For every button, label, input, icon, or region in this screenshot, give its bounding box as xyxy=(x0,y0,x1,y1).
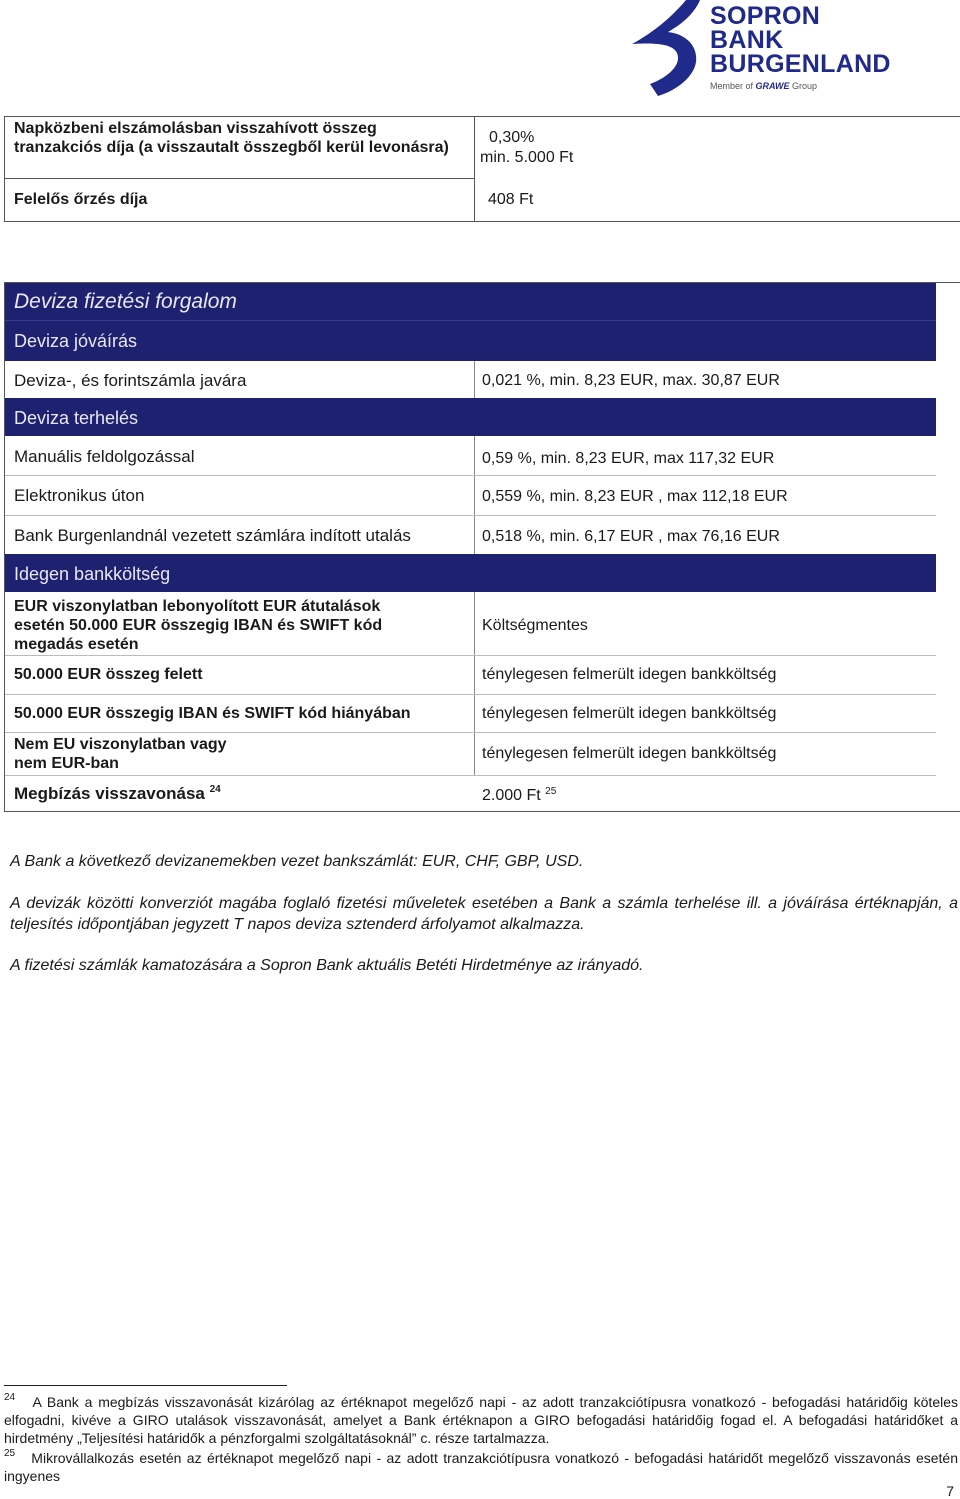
logo-line-bank: BANK xyxy=(710,26,784,54)
recall-fee-percent: 0,30% xyxy=(489,129,535,146)
bank-logo-wordmark xyxy=(710,4,891,76)
credit-label: Deviza-, és forintszámla javára xyxy=(14,371,247,390)
section-header-debit xyxy=(5,398,936,436)
footnote-ref-25: 25 xyxy=(545,786,557,797)
recall-fee-label: Napközbeni elszámolásban visszahívott összeg tranzakciós díja (a visszautalt összegből kerül levonásra) xyxy=(14,120,449,156)
recall-fee-min: min. 5.000 Ft xyxy=(480,149,574,166)
table-divider xyxy=(474,361,475,398)
logo-line-burgenland: BURGENLAND xyxy=(710,50,891,78)
logo-member-prefix: Member of xyxy=(710,81,756,91)
credit-value: 0,021 %, min. 8,23 EUR, max. 30,87 EUR xyxy=(482,372,780,389)
table-divider xyxy=(5,655,936,656)
logo-member-group: GRAWE xyxy=(755,81,790,91)
table-divider xyxy=(5,694,936,695)
debit-header: Deviza terhelés xyxy=(14,408,139,428)
interest-paragraph: A fizetési számlák kamatozására a Sopron Bank aktuális Betéti Hirdetménye az irányadó. xyxy=(10,957,644,974)
credit-header: Deviza jóváírás xyxy=(14,331,138,351)
footnote-text: Mikrovállalkozás esetén az értéknapot megelőző napi - az adott tranzakciótípusra vonatkozó - befogadási határidőt megelőző visszavonás esetén ingyenes xyxy=(4,1450,959,1484)
revoke-value-text: 2.000 Ft xyxy=(482,787,541,804)
custody-fee-label: Felelős őrzés díja xyxy=(14,191,148,208)
footnote-ref-24: 24 xyxy=(209,784,221,795)
over-limit-label: 50.000 EUR összeg felett xyxy=(14,666,203,683)
eur-transfer-value: Költségmentes xyxy=(482,617,588,634)
table-divider xyxy=(5,515,936,516)
non-eu-value: ténylegesen felmerült idegen bankköltség xyxy=(482,745,777,762)
over-limit-value: ténylegesen felmerült idegen bankköltség xyxy=(482,666,777,683)
footnote-text: A Bank a megbízás visszavonását kizárólag az értéknapot megelőző napi - az adott tranzakciótípusra vonatkozó - befogadási határidőig köteles elfogadni, kivéve a GIRO utalások visszavonását, amelyet a Bank értéknapon a GIRO befogadási határidőig fogad el. A befogadási határidőket a hirdetmény „Teljesítési határidők a pénzforgalmi szolgáltatásoknál” c. része tartalmazza. xyxy=(4,1394,958,1446)
missing-iban-label: 50.000 EUR összegig IBAN és SWIFT kód hiányában xyxy=(14,705,411,722)
footnote-24 xyxy=(4,1393,958,1447)
foreign-cost-header: Idegen bankköltség xyxy=(14,564,171,584)
internal-transfer-label: Bank Burgenlandnál vezetett számlára indított utalás xyxy=(14,526,411,545)
manual-value: 0,59 %, min. 8,23 EUR, max 117,32 EUR xyxy=(482,450,775,467)
table-divider xyxy=(474,436,475,554)
electronic-value: 0,559 %, min. 8,23 EUR , max 112,18 EUR xyxy=(482,488,788,505)
table-divider xyxy=(5,475,936,476)
revoke-value xyxy=(482,786,556,805)
revoke-label-text: Megbízás visszavonása xyxy=(14,784,205,803)
conversion-paragraph: A devizák közötti konverziót magába foglaló fizetési műveletek esetében a Bank a számla terhelése ill. a jóváírása értéknapján, a teljesítés időpontjában jegyzett T napos deviza sztenderd árfolyamot alkalmazza. xyxy=(10,895,958,933)
logo-member-suffix: Group xyxy=(789,81,818,91)
band-divider xyxy=(5,320,936,321)
footnote-number: 24 xyxy=(4,1392,16,1403)
missing-iban-value: ténylegesen felmerült idegen bankköltség xyxy=(482,705,777,722)
non-eu-label-line1: Nem EU viszonylatban vagy xyxy=(14,736,227,753)
footnote-25 xyxy=(4,1449,958,1485)
footnote-rule xyxy=(4,1385,287,1386)
logo-member-line xyxy=(710,81,817,91)
revoke-label xyxy=(14,784,221,803)
manual-label: Manuális feldolgozással xyxy=(14,447,195,466)
eur-transfer-label: EUR viszonylatban lebonyolított EUR átutalások esetén 50.000 EUR összegig IBAN és SWIFT kód megadás esetén xyxy=(14,598,383,653)
currencies-paragraph: A Bank a következő devizanemekben vezet bankszámlát: EUR, CHF, GBP, USD. xyxy=(10,853,584,870)
table-divider xyxy=(474,116,475,222)
logo-line-sopron: SOPRON xyxy=(710,2,821,30)
section-title: Deviza fizetési forgalom xyxy=(14,290,237,313)
electronic-label: Elektronikus úton xyxy=(14,486,145,505)
non-eu-label-line2: nem EUR-ban xyxy=(14,755,119,772)
table-divider xyxy=(5,732,936,733)
footnote-number: 25 xyxy=(4,1448,16,1459)
table-divider xyxy=(5,775,936,776)
internal-transfer-value: 0,518 %, min. 6,17 EUR , max 76,16 EUR xyxy=(482,528,780,545)
page-number: 7 xyxy=(946,1483,954,1499)
table-divider xyxy=(4,178,474,179)
custody-fee-value: 408 Ft xyxy=(488,191,534,208)
table-divider xyxy=(474,592,475,775)
